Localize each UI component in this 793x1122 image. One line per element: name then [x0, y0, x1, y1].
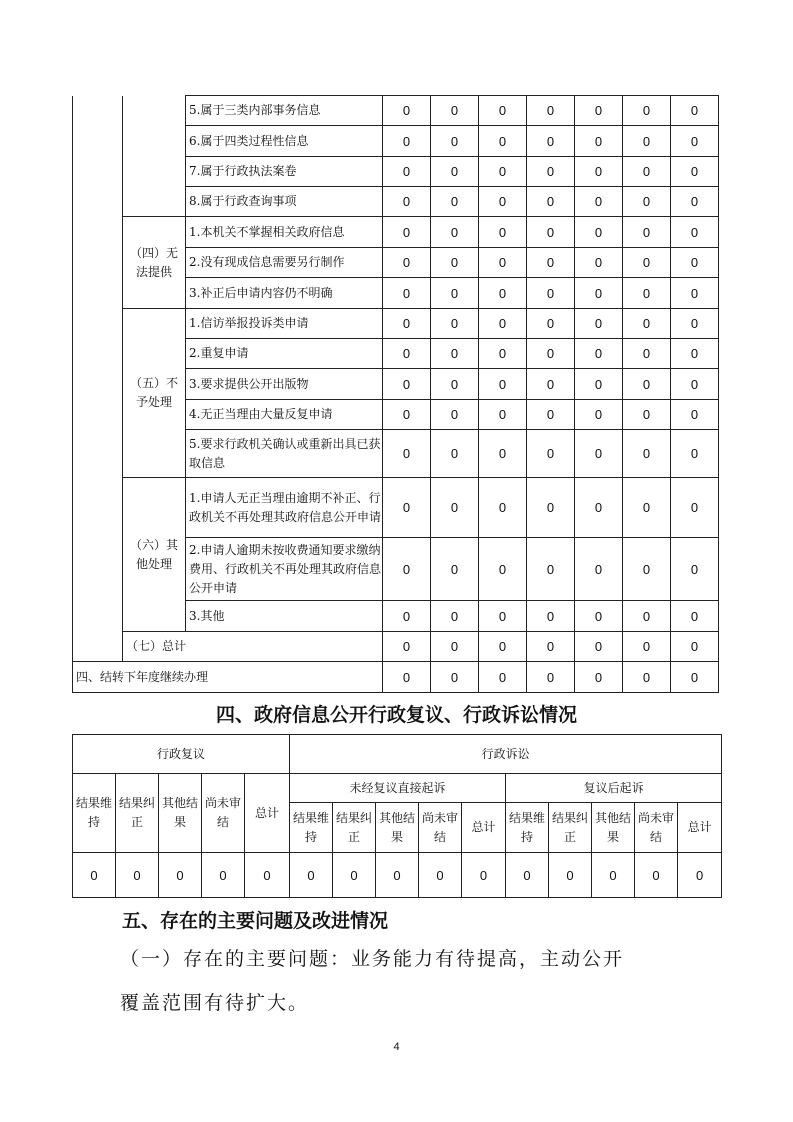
- value-cell: 0: [431, 538, 479, 601]
- value-cell: 0: [383, 157, 431, 187]
- response-results-table: [72, 95, 719, 693]
- page-number: 4: [393, 1041, 400, 1053]
- value-cell: 0: [671, 478, 719, 538]
- value-cell: 0: [671, 248, 719, 278]
- value-cell: 0: [623, 601, 671, 632]
- value-cell: 0: [527, 538, 575, 601]
- after-review-col-label: 结果维持: [506, 803, 549, 853]
- value-cell: 0: [479, 430, 527, 478]
- value-cell: 0: [431, 157, 479, 187]
- item-label: 1.信访举报投诉类申请: [186, 309, 383, 339]
- category-cell: （四）无法提供: [123, 217, 186, 309]
- carry-over-label: 四、结转下年度继续办理: [73, 662, 383, 693]
- value-cell: 0: [575, 248, 623, 278]
- value-cell: 0: [116, 853, 159, 898]
- value-cell: 0: [671, 278, 719, 309]
- table-row: [73, 478, 719, 538]
- problems-paragraph-line-2: 覆盖范围有待扩大。: [120, 992, 310, 1014]
- value-cell: 0: [383, 187, 431, 217]
- item-label: 3.要求提供公开出版物: [186, 369, 383, 400]
- review-col-label: 总计: [245, 774, 290, 853]
- value-cell: 0: [623, 538, 671, 601]
- value-cell: 0: [623, 662, 671, 693]
- value-cell: 0: [383, 538, 431, 601]
- value-cell: 0: [419, 853, 462, 898]
- value-cell: 0: [431, 126, 479, 157]
- value-cell: 0: [623, 478, 671, 538]
- value-cell: 0: [527, 217, 575, 248]
- item-label: 1.本机关不掌握相关政府信息: [186, 217, 383, 248]
- category-cell: [123, 96, 186, 217]
- value-cell: 0: [575, 278, 623, 309]
- value-cell: 0: [575, 430, 623, 478]
- item-label: 3.其他: [186, 601, 383, 632]
- value-cell: 0: [333, 853, 376, 898]
- value-cell: 0: [527, 369, 575, 400]
- value-cell: 0: [431, 478, 479, 538]
- value-cell: 0: [575, 601, 623, 632]
- item-label: 8.属于行政查询事项: [186, 187, 383, 217]
- value-cell: 0: [575, 662, 623, 693]
- direct-col-label: 总计: [462, 803, 506, 853]
- value-cell: 0: [592, 853, 635, 898]
- value-cell: 0: [479, 400, 527, 430]
- value-cell: 0: [623, 278, 671, 309]
- value-cell: 0: [575, 309, 623, 339]
- value-cell: 0: [431, 339, 479, 369]
- value-cell: 0: [623, 187, 671, 217]
- value-cell: 0: [527, 632, 575, 662]
- value-cell: 0: [506, 853, 549, 898]
- value-cell: 0: [671, 157, 719, 187]
- review-col-label: 结果维持: [73, 774, 116, 853]
- item-label: 2.没有现成信息需要另行制作: [186, 248, 383, 278]
- after-review-suit-header: 复议后起诉: [506, 774, 722, 803]
- value-cell: 0: [527, 126, 575, 157]
- value-cell: 0: [623, 96, 671, 126]
- value-cell: 0: [671, 187, 719, 217]
- value-cell: 0: [671, 126, 719, 157]
- value-cell: 0: [479, 96, 527, 126]
- value-cell: 0: [479, 601, 527, 632]
- value-cell: 0: [623, 369, 671, 400]
- value-cell: 0: [431, 248, 479, 278]
- value-cell: 0: [671, 400, 719, 430]
- value-cell: 0: [431, 369, 479, 400]
- outer-category-cell: [73, 96, 123, 662]
- value-cell: 0: [527, 662, 575, 693]
- value-cell: 0: [671, 309, 719, 339]
- value-cell: 0: [479, 187, 527, 217]
- value-cell: 0: [527, 601, 575, 632]
- value-cell: 0: [635, 853, 678, 898]
- table-row: [73, 217, 719, 248]
- value-cell: 0: [383, 217, 431, 248]
- review-col-label: 其他结果: [159, 774, 202, 853]
- value-cell: 0: [383, 126, 431, 157]
- value-cell: 0: [527, 309, 575, 339]
- value-cell: 0: [527, 278, 575, 309]
- item-label: 5.要求行政机关确认或重新出具已获取信息: [186, 430, 383, 478]
- value-cell: 0: [383, 400, 431, 430]
- direct-col-label: 其他结果: [376, 803, 419, 853]
- after-review-col-label: 结果纠正: [549, 803, 592, 853]
- value-cell: 0: [671, 632, 719, 662]
- item-label: 1.申请人无正当理由逾期不补正、行政机关不再处理其政府信息公开申请: [186, 478, 383, 538]
- value-cell: 0: [575, 400, 623, 430]
- value-cell: 0: [575, 478, 623, 538]
- value-cell: 0: [671, 601, 719, 632]
- item-label: 6.属于四类过程性信息: [186, 126, 383, 157]
- value-cell: 0: [671, 369, 719, 400]
- value-cell: 0: [383, 430, 431, 478]
- value-cell: 0: [479, 478, 527, 538]
- value-cell: 0: [527, 430, 575, 478]
- direct-suit-header: 未经复议直接起诉: [290, 774, 506, 803]
- direct-col-label: 结果纠正: [333, 803, 376, 853]
- direct-col-label: 结果维持: [290, 803, 333, 853]
- value-cell: 0: [479, 632, 527, 662]
- value-cell: 0: [575, 217, 623, 248]
- value-cell: 0: [479, 157, 527, 187]
- value-cell: 0: [479, 538, 527, 601]
- item-label: 2.重复申请: [186, 339, 383, 369]
- value-cell: 0: [527, 478, 575, 538]
- value-cell: 0: [431, 662, 479, 693]
- item-label: 7.属于行政执法案卷: [186, 157, 383, 187]
- value-cell: 0: [671, 339, 719, 369]
- value-cell: 0: [376, 853, 419, 898]
- review-litigation-table: [72, 734, 722, 898]
- value-cell: 0: [575, 187, 623, 217]
- value-cell: 0: [383, 309, 431, 339]
- value-cell: 0: [575, 339, 623, 369]
- value-cell: 0: [73, 853, 116, 898]
- value-cell: 0: [431, 632, 479, 662]
- section-4-title: 四、政府信息公开行政复议、行政诉讼情况: [215, 704, 577, 726]
- value-cell: 0: [549, 853, 592, 898]
- value-cell: 0: [623, 248, 671, 278]
- item-label: 2.申请人逾期未按收费通知要求缴纳费用、行政机关不再处理其政府信息公开申请: [186, 538, 383, 601]
- item-label: 3.补正后申请内容仍不明确: [186, 278, 383, 309]
- table-row: [73, 96, 719, 126]
- value-cell: 0: [383, 632, 431, 662]
- review-col-label: 尚未审结: [202, 774, 245, 853]
- value-cell: 0: [575, 126, 623, 157]
- value-cell: 0: [479, 217, 527, 248]
- value-cell: 0: [527, 339, 575, 369]
- value-cell: 0: [623, 217, 671, 248]
- total-label: （七）总计: [123, 632, 383, 662]
- value-cell: 0: [431, 187, 479, 217]
- item-label: 4.无正当理由大量反复申请: [186, 400, 383, 430]
- value-cell: 0: [245, 853, 290, 898]
- value-cell: 0: [575, 157, 623, 187]
- direct-col-label: 尚未审结: [419, 803, 462, 853]
- problems-paragraph-line-1: （一）存在的主要问题：业务能力有待提高，主动公开: [120, 948, 625, 970]
- value-cell: 0: [479, 248, 527, 278]
- value-cell: 0: [479, 662, 527, 693]
- value-cell: 0: [202, 853, 245, 898]
- value-cell: 0: [623, 126, 671, 157]
- value-cell: 0: [462, 853, 506, 898]
- value-cell: 0: [678, 853, 722, 898]
- value-cell: 0: [527, 96, 575, 126]
- value-cell: 0: [623, 339, 671, 369]
- value-cell: 0: [383, 96, 431, 126]
- value-cell: 0: [671, 430, 719, 478]
- value-cell: 0: [671, 96, 719, 126]
- value-cell: 0: [431, 278, 479, 309]
- value-cell: 0: [431, 400, 479, 430]
- value-cell: 0: [623, 430, 671, 478]
- value-cell: 0: [383, 478, 431, 538]
- value-cell: 0: [159, 853, 202, 898]
- value-cell: 0: [527, 157, 575, 187]
- value-cell: 0: [575, 369, 623, 400]
- table-row: [73, 632, 719, 662]
- value-cell: 0: [479, 339, 527, 369]
- value-cell: 0: [383, 369, 431, 400]
- value-cell: 0: [290, 853, 333, 898]
- value-cell: 0: [623, 400, 671, 430]
- value-cell: 0: [527, 248, 575, 278]
- after-review-col-label: 总计: [678, 803, 722, 853]
- value-cell: 0: [431, 430, 479, 478]
- value-cell: 0: [431, 217, 479, 248]
- value-cell: 0: [671, 217, 719, 248]
- value-cell: 0: [383, 339, 431, 369]
- admin-review-header: 行政复议: [73, 735, 290, 774]
- value-cell: 0: [671, 662, 719, 693]
- after-review-col-label: 尚未审结: [635, 803, 678, 853]
- value-cell: 0: [671, 538, 719, 601]
- value-cell: 0: [383, 662, 431, 693]
- value-cell: 0: [479, 369, 527, 400]
- category-cell: （五）不予处理: [123, 309, 186, 478]
- section-5-title: 五、存在的主要问题及改进情况: [122, 910, 389, 932]
- table-row: [73, 662, 719, 693]
- value-cell: 0: [383, 248, 431, 278]
- value-cell: 0: [479, 126, 527, 157]
- review-col-label: 结果纠正: [116, 774, 159, 853]
- value-cell: 0: [623, 632, 671, 662]
- value-cell: 0: [575, 632, 623, 662]
- value-cell: 0: [479, 278, 527, 309]
- after-review-col-label: 其他结果: [592, 803, 635, 853]
- value-cell: 0: [527, 400, 575, 430]
- value-cell: 0: [623, 157, 671, 187]
- value-cell: 0: [383, 278, 431, 309]
- value-cell: 0: [383, 601, 431, 632]
- admin-litigation-header: 行政诉讼: [290, 735, 722, 774]
- category-cell: （六）其他处理: [123, 478, 186, 632]
- value-cell: 0: [575, 538, 623, 601]
- value-cell: 0: [623, 309, 671, 339]
- table-row: [73, 309, 719, 339]
- value-cell: 0: [431, 309, 479, 339]
- item-label: 5.属于三类内部事务信息: [186, 96, 383, 126]
- value-cell: 0: [479, 309, 527, 339]
- value-cell: 0: [431, 96, 479, 126]
- value-cell: 0: [527, 187, 575, 217]
- value-cell: 0: [575, 96, 623, 126]
- value-cell: 0: [431, 601, 479, 632]
